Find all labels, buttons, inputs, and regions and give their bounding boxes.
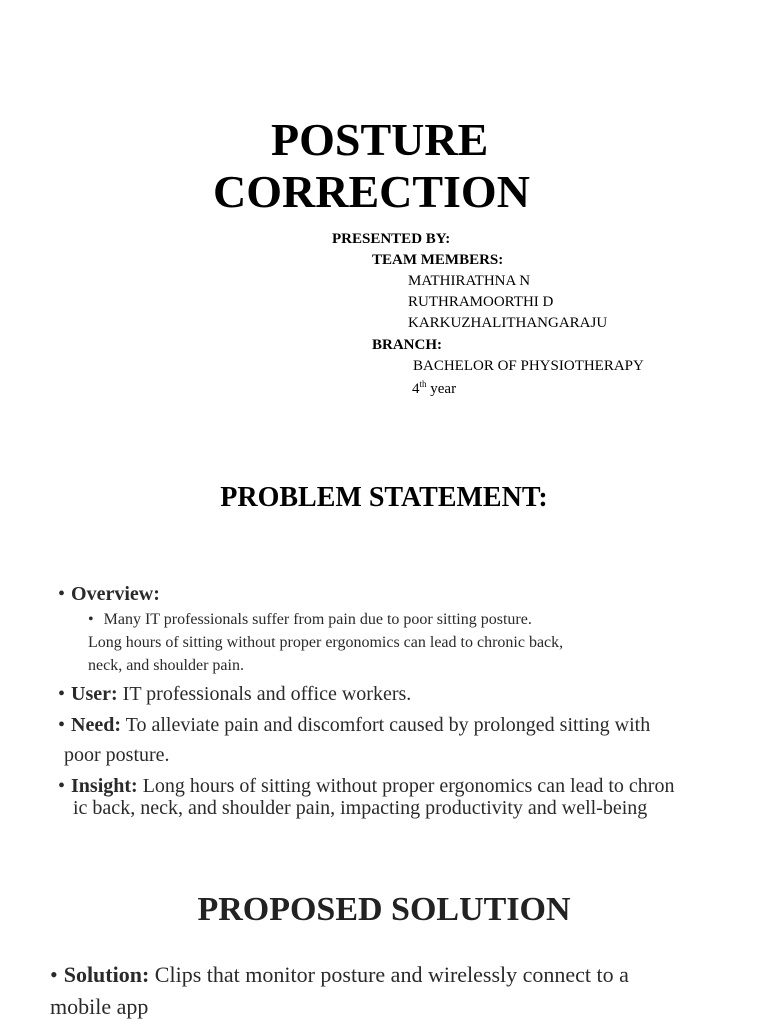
sub-bullet: • <box>88 611 94 628</box>
insight-text-1: Long hours of sitting without proper ergonomics can lead to chron <box>137 775 675 797</box>
year-word: year <box>430 381 457 397</box>
proposed-solution-heading: PROPOSED SOLUTION <box>197 891 571 928</box>
solution-item <box>50 962 629 988</box>
overview-item <box>58 582 160 606</box>
user-item <box>58 682 411 706</box>
bullet: • <box>58 714 66 736</box>
problem-statement-heading: PROBLEM STATEMENT: <box>220 482 548 513</box>
overview-text-1: Many IT professionals suffer from pain due to poor sitting posture. <box>103 611 532 628</box>
bullet: • <box>58 583 66 605</box>
solution-text-2: mobile app <box>50 994 149 1019</box>
bullet: • <box>50 962 58 987</box>
solution-text-1: Clips that monitor posture and wirelessly connect to a <box>149 962 629 987</box>
presented-by-label: PRESENTED BY: <box>332 231 451 247</box>
solution-label: Solution: <box>63 962 150 987</box>
user-label: User: <box>71 683 118 705</box>
user-text: IT professionals and office workers. <box>117 683 412 705</box>
overview-text-2: Long hours of sitting without proper ergonomics can lead to chronic back, <box>88 634 564 651</box>
insight-item <box>58 774 674 798</box>
branch-label: BRANCH: <box>372 337 442 353</box>
team-members-label: TEAM MEMBERS: <box>372 252 504 268</box>
overview-text-3: neck, and shoulder pain. <box>88 657 244 674</box>
bullet: • <box>58 775 66 797</box>
need-label: Need: <box>71 714 121 736</box>
bullet: • <box>58 683 66 705</box>
overview-sub-line-1 <box>88 609 532 631</box>
branch-value: BACHELOR OF PHYSIOTHERAPY <box>413 358 644 374</box>
need-item <box>58 713 650 737</box>
team-member-3: KARKUZHALITHANGARAJU <box>408 315 608 331</box>
insight-label: Insight: <box>71 775 138 797</box>
team-member-2: RUTHRAMOORTHI D <box>408 294 554 310</box>
team-member-1: MATHIRATHNA N <box>408 273 531 289</box>
need-text-2: poor posture. <box>64 744 170 766</box>
year-suffix: th <box>419 379 427 389</box>
need-text-1: To alleviate pain and discomfort caused by prolonged sitting with <box>121 714 651 736</box>
title-line-2: CORRECTION <box>213 166 530 217</box>
overview-label: Overview: <box>71 583 160 605</box>
year-value <box>412 375 456 398</box>
insight-text-2: ic back, neck, and shoulder pain, impacting productivity and well-being <box>73 797 648 819</box>
year-number: 4 <box>412 381 420 397</box>
title-line-1: POSTURE <box>271 114 489 165</box>
